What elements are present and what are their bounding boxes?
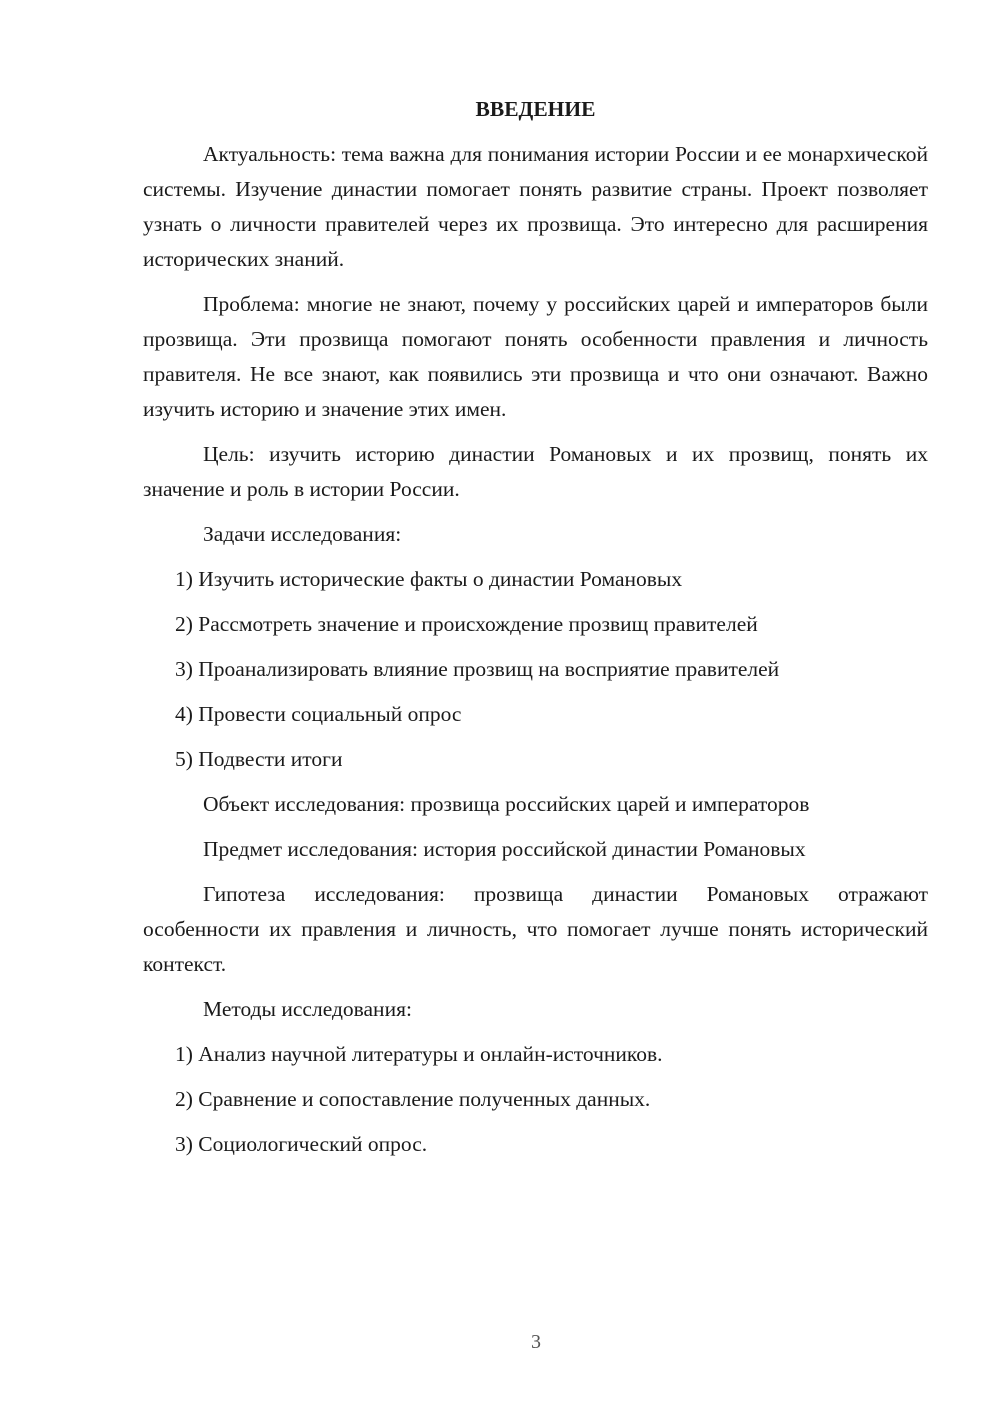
section-title: ВВЕДЕНИЕ (475, 97, 596, 121)
problem-paragraph: Проблема: многие не знают, почему у российских царей и императоров были прозвища. Эти прозвища помогают понять особенности правления и личность правителя. Не все знают, как появились эти прозвища и что они означают. Важно изучить историю и значение этих имен. (143, 292, 928, 421)
page-number: 3 (531, 1331, 541, 1353)
list-item: 5) Подвести итоги (175, 747, 343, 771)
document-page (143, 92, 928, 1172)
list-item: 4) Провести социальный опрос (175, 702, 462, 726)
list-item: 3) Социологический опрос. (175, 1132, 428, 1156)
list-item: 1) Анализ научной литературы и онлайн-источников. (175, 1042, 663, 1066)
hypothesis-paragraph: Гипотеза исследования: прозвища династии Романовых отражают особенности их правления и личность, что помогает лучше понять исторический контекст. (143, 882, 928, 976)
methods-list (143, 1037, 928, 1162)
methods-label: Методы исследования: (203, 997, 412, 1021)
tasks-list (143, 562, 928, 777)
tasks-label: Задачи исследования: (203, 522, 402, 546)
list-item: 1) Изучить исторические факты о династии Романовых (175, 567, 683, 591)
object-paragraph: Объект исследования: прозвища российских царей и императоров (203, 792, 810, 816)
goal-paragraph: Цель: изучить историю династии Романовых и их прозвищ, понять их значение и роль в истории России. (143, 442, 928, 501)
relevance-paragraph: Актуальность: тема важна для понимания истории России и ее монархической системы. Изучение династии помогает понять развитие страны. Проект позволяет узнать о личности правителей через их прозвища. Это интересно для расширения исторических знаний. (143, 142, 928, 271)
list-item: 2) Рассмотреть значение и происхождение прозвищ правителей (175, 612, 758, 636)
subject-paragraph: Предмет исследования: история российской династии Романовых (203, 837, 806, 861)
list-item: 3) Проанализировать влияние прозвищ на восприятие правителей (175, 657, 780, 681)
list-item: 2) Сравнение и сопоставление полученных данных. (175, 1087, 651, 1111)
